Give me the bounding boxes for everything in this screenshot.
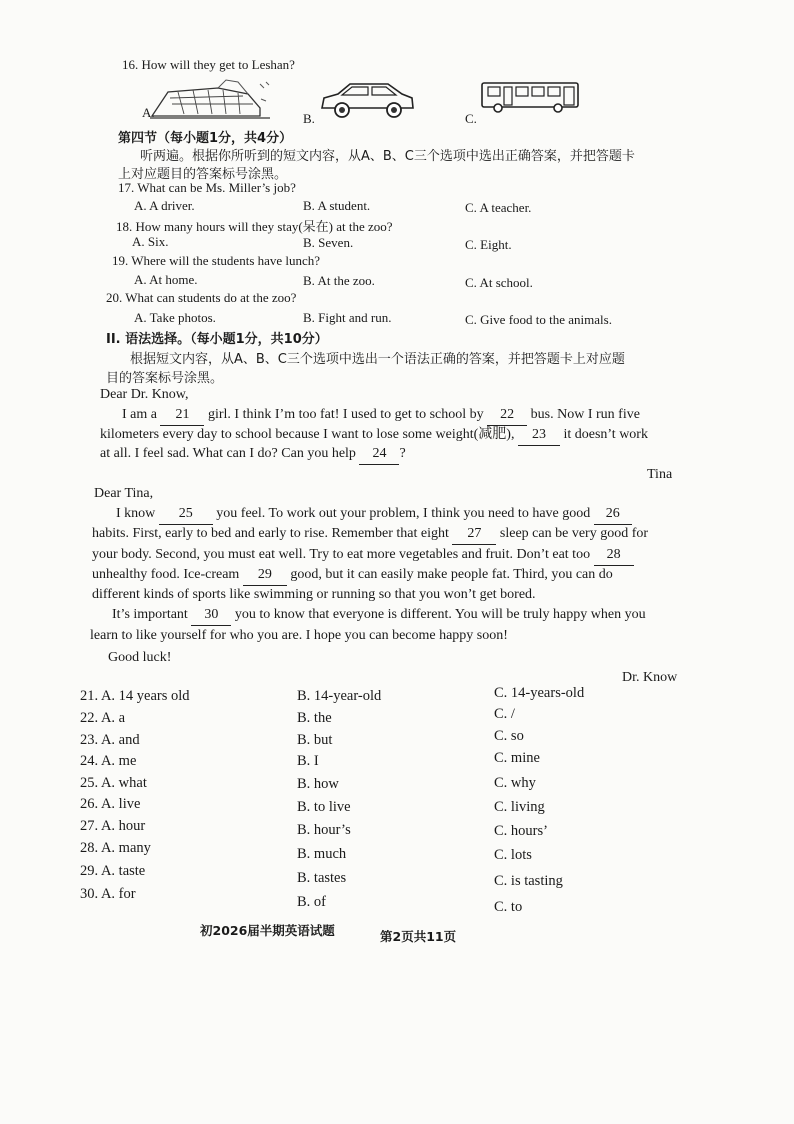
option-19-b: B. At the zoo. [303,273,375,288]
question-18: 18. How many hours will they stay(呆在) at the zoo? [116,219,393,234]
bus-icon [480,80,582,114]
choice-27-a: 27. A. hour [80,818,146,834]
choice-26-a: 26. A. live [80,796,141,812]
letter1-signature: Tina [647,467,673,482]
option-17-a: A. A driver. [134,198,195,213]
section-4-heading: 第四节（每小题1分，共4分） [118,131,293,146]
choice-25-b: B. how [297,776,339,792]
choice-21-c: C. 14-years-old [494,685,585,701]
train-icon [148,78,273,120]
choice-28-a: 28. A. many [80,840,151,856]
choice-29-c: C. is tasting [494,873,563,889]
option-16-a: A. [142,105,155,120]
choice-26-c: C. living [494,799,545,815]
blank-22[interactable]: 22 [487,405,527,426]
car-icon [318,80,416,120]
choice-22-c: C. / [494,706,515,722]
blank-29[interactable]: 29 [243,565,287,586]
option-17-b: B. A student. [303,198,371,213]
option-19-c: C. At school. [465,275,533,290]
blank-26[interactable]: 26 [594,504,632,525]
choice-27-b: B. hour’s [297,822,351,838]
blank-24[interactable]: 24 [359,444,399,465]
letter1-line3: at all. I feel sad. What can I do? Can you help 24 ? [100,444,406,465]
letter1-greeting: Dear Dr. Know, [100,387,189,402]
option-20-a: A. Take photos. [134,310,216,325]
option-20-b: B. Fight and run. [303,310,392,325]
letter2-line3: your body. Second, you must eat well. Try to eat more vegetables and fruit. Don’t eat too 28 [92,545,634,566]
blank-27[interactable]: 27 [452,524,496,545]
letter2-greeting: Dear Tina, [94,486,154,501]
blank-28[interactable]: 28 [594,545,634,566]
blank-30[interactable]: 30 [191,605,231,626]
letter2-line1: I know 25 you feel. To work out your problem, I think you need to have good 26 [116,504,632,525]
option-18-a: A. Six. [132,234,169,249]
question-20: 20. What can students do at the zoo? [106,290,297,305]
choice-30-a: 30. A. for [80,886,136,902]
choice-23-a: 23. A. and [80,732,140,748]
question-16: 16. How will they get to Leshan? [122,57,295,72]
choice-25-c: C. why [494,775,536,791]
choice-21-a: 21. A. 14 years old [80,688,190,704]
grammar-instruction-line2: 目的答案标号涂黑。 [106,371,224,386]
choice-26-b: B. to live [297,799,351,815]
choice-24-a: 24. A. me [80,753,137,769]
question-19: 19. Where will the students have lunch? [112,253,321,268]
choice-29-a: 29. A. taste [80,863,146,879]
letter2-signature: Dr. Know [622,670,678,685]
blank-21[interactable]: 21 [160,405,204,426]
footer-page-number: 第2页共11页 [380,929,457,944]
choice-23-c: C. so [494,728,524,744]
letter2-line6: It’s important 30 you to know that everyone is different. You will be truly happy when you [112,605,646,626]
choice-23-b: B. but [297,732,333,748]
option-16-b: B. [303,111,315,126]
letter1-line2: kilometers every day to school because I want to lose some weight(减肥), 23 it doesn’t work [100,425,648,446]
choice-22-b: B. the [297,710,332,726]
question-17: 17. What can be Ms. Miller’s job? [118,180,296,195]
letter2-line5: different kinds of sports like swimming or running so that you won’t get bored. [92,587,536,602]
choice-28-b: B. much [297,846,347,862]
choice-27-c: C. hours’ [494,823,548,839]
choice-24-c: C. mine [494,750,540,766]
choice-30-b: B. of [297,894,326,910]
choice-21-b: B. 14-year-old [297,688,382,704]
option-17-c: C. A teacher. [465,200,532,215]
letter2-closing: Good luck! [108,650,172,665]
blank-23[interactable]: 23 [518,425,560,446]
option-16-c: C. [465,111,477,126]
section-4-instruction-line1: 听两遍。根据你所听到的短文内容，从A、B、C三个选项中选出正确答案，并把答题卡 [140,149,635,164]
option-18-b: B. Seven. [303,235,354,250]
choice-28-c: C. lots [494,847,532,863]
letter2-line7: learn to like yourself for who you are. I hope you can become happy soon! [90,628,508,643]
choice-29-b: B. tastes [297,870,347,886]
grammar-instruction-line1: 根据短文内容，从A、B、C三个选项中选出一个语法正确的答案，并把答题卡上对应题 [130,352,625,367]
blank-25[interactable]: 25 [159,504,213,525]
option-19-a: A. At home. [134,272,198,287]
grammar-heading: II. 语法选择。（每小题1分，共10分） [106,332,328,347]
choice-25-a: 25. A. what [80,775,147,791]
letter1-line1: I am a 21 girl. I think I’m too fat! I used to get to school by 22 bus. Now I run five [122,405,640,426]
letter2-line4: unhealthy food. Ice-cream 29 good, but it can easily make people fat. Third, you can do [92,565,613,586]
section-4-instruction-line2: 上对应题目的答案标号涂黑。 [118,167,288,182]
choice-30-c: C. to [494,899,523,915]
option-20-c: C. Give food to the animals. [465,312,612,327]
footer-exam-title: 初2026届半期英语试题 [200,923,335,938]
choice-22-a: 22. A. a [80,710,126,726]
option-18-c: C. Eight. [465,237,512,252]
letter2-line2: habits. First, early to bed and early to rise. Remember that eight 27 sleep can be very good for [92,524,648,545]
choice-24-b: B. I [297,753,319,769]
